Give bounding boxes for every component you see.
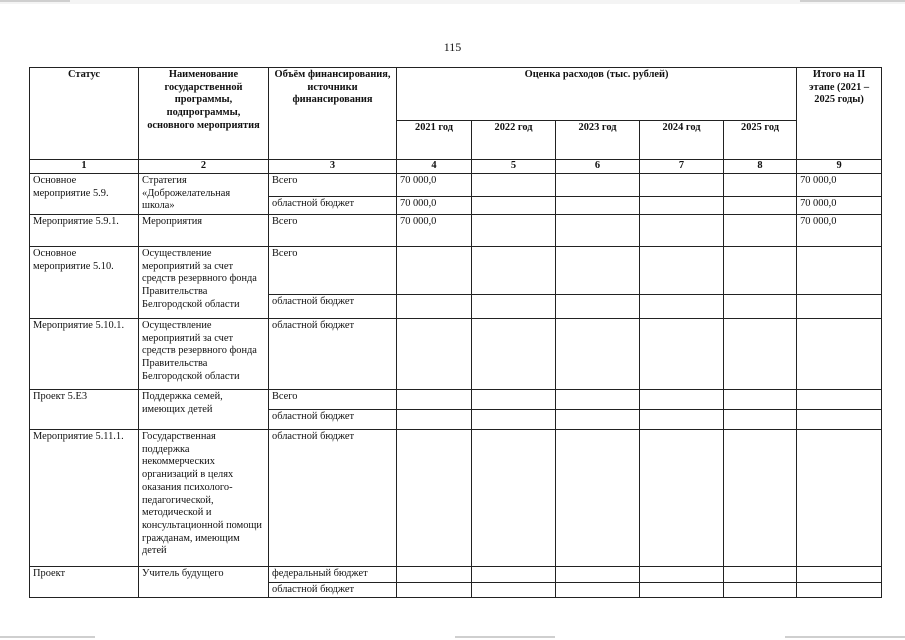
value-2021: [397, 410, 472, 430]
column-number: 7: [640, 160, 724, 174]
name-cell: Мероприятия: [139, 215, 269, 247]
value-2022: [472, 196, 556, 214]
table-row: [30, 567, 882, 583]
value-2025: [724, 319, 797, 390]
value-2022: [472, 390, 556, 410]
header-total: Итого на II этапе (2021 – 2025 годы): [797, 68, 882, 160]
value-total: [797, 295, 882, 319]
value-2022: [472, 410, 556, 430]
table-row: [30, 174, 882, 197]
value-2024: [640, 319, 724, 390]
header-year: 2024 год: [640, 121, 724, 160]
header-year: 2021 год: [397, 121, 472, 160]
header-status: Статус: [30, 68, 139, 160]
table-row: [30, 319, 882, 390]
value-2021: [397, 247, 472, 295]
value-2023: [556, 295, 640, 319]
value-2023: [556, 247, 640, 295]
source-cell: Всего: [269, 390, 397, 410]
name-cell: Учитель будущего: [139, 567, 269, 598]
value-2025: [724, 582, 797, 598]
header-estimate: Оценка расходов (тыс. рублей): [397, 68, 797, 121]
value-2024: [640, 174, 724, 197]
value-2025: [724, 247, 797, 295]
value-2025: [724, 390, 797, 410]
budget-table: [29, 67, 882, 598]
value-2025: [724, 295, 797, 319]
value-2023: [556, 582, 640, 598]
value-2021: 70 000,0: [397, 174, 472, 197]
value-total: 70 000,0: [797, 215, 882, 247]
value-2024: [640, 295, 724, 319]
value-total: [797, 582, 882, 598]
status-cell: Мероприятие 5.11.1.: [30, 430, 139, 567]
header-year: 2022 год: [472, 121, 556, 160]
scan-mark: [0, 0, 70, 2]
name-cell: Осуществление мероприятий за счет средств резервного фонда Правительства Белгородской области: [139, 319, 269, 390]
value-2021: 70 000,0: [397, 196, 472, 214]
name-cell: Стратегия «Доброжелательная школа»: [139, 174, 269, 215]
value-2024: [640, 567, 724, 583]
source-cell: областной бюджет: [269, 582, 397, 598]
column-number: 9: [797, 160, 882, 174]
value-2021: [397, 582, 472, 598]
column-number: 6: [556, 160, 640, 174]
page-number: 115: [443, 40, 462, 54]
source-cell: областной бюджет: [269, 410, 397, 430]
value-2022: [472, 582, 556, 598]
value-2023: [556, 567, 640, 583]
scan-mark: [0, 636, 95, 638]
value-2023: [556, 196, 640, 214]
column-number: 4: [397, 160, 472, 174]
status-cell: Основное мероприятие 5.10.: [30, 247, 139, 319]
column-number: 1: [30, 160, 139, 174]
source-cell: областной бюджет: [269, 196, 397, 214]
value-2023: [556, 410, 640, 430]
value-2021: [397, 567, 472, 583]
value-total: 70 000,0: [797, 196, 882, 214]
value-2021: [397, 295, 472, 319]
value-2021: [397, 390, 472, 410]
value-total: [797, 319, 882, 390]
value-total: [797, 567, 882, 583]
value-2025: [724, 215, 797, 247]
table-row: [30, 215, 882, 247]
source-cell: федеральный бюджет: [269, 567, 397, 583]
header-year: 2025 год: [724, 121, 797, 160]
source-cell: областной бюджет: [269, 319, 397, 390]
status-cell: Проект 5.Е3: [30, 390, 139, 430]
value-total: [797, 390, 882, 410]
value-total: 70 000,0: [797, 174, 882, 197]
value-2024: [640, 215, 724, 247]
name-cell: Поддержка семей, имеющих детей: [139, 390, 269, 430]
source-cell: Всего: [269, 174, 397, 197]
table-row: [30, 430, 882, 567]
value-total: [797, 410, 882, 430]
column-number: 3: [269, 160, 397, 174]
value-2022: [472, 295, 556, 319]
column-number: 2: [139, 160, 269, 174]
value-2022: [472, 215, 556, 247]
value-total: [797, 247, 882, 295]
status-cell: Мероприятие 5.10.1.: [30, 319, 139, 390]
status-cell: Мероприятие 5.9.1.: [30, 215, 139, 247]
value-2023: [556, 390, 640, 410]
value-2023: [556, 174, 640, 197]
value-2021: 70 000,0: [397, 215, 472, 247]
name-cell: Государственная поддержка некоммерческих организаций в целях оказания психолого-педагогической, методической и консультационной помощи гражданам, имеющим детей: [139, 430, 269, 567]
value-2024: [640, 430, 724, 567]
value-total: [797, 430, 882, 567]
value-2025: [724, 410, 797, 430]
scan-edge-top: [0, 0, 905, 4]
source-cell: областной бюджет: [269, 295, 397, 319]
status-cell: Проект: [30, 567, 139, 598]
source-cell: Всего: [269, 215, 397, 247]
header-financing: Объём финансирования, источники финансирования: [269, 68, 397, 160]
status-cell: Основное мероприятие 5.9.: [30, 174, 139, 215]
value-2023: [556, 319, 640, 390]
header-program-name: Наименование государственной программы, подпрограммы, основного мероприятия: [139, 68, 269, 160]
table-row: [30, 247, 882, 295]
name-cell: Осуществление мероприятий за счет средств резервного фонда Правительства Белгородской области: [139, 247, 269, 319]
value-2024: [640, 247, 724, 295]
value-2025: [724, 430, 797, 567]
scan-mark: [785, 636, 905, 638]
scan-mark: [455, 636, 555, 638]
header-year: 2023 год: [556, 121, 640, 160]
value-2024: [640, 410, 724, 430]
scan-mark: [800, 0, 905, 2]
source-cell: Всего: [269, 247, 397, 295]
column-number: 5: [472, 160, 556, 174]
table-row: [30, 390, 882, 410]
value-2022: [472, 174, 556, 197]
value-2025: [724, 196, 797, 214]
value-2021: [397, 430, 472, 567]
column-number: 8: [724, 160, 797, 174]
value-2025: [724, 174, 797, 197]
source-cell: областной бюджет: [269, 430, 397, 567]
value-2024: [640, 196, 724, 214]
value-2025: [724, 567, 797, 583]
value-2022: [472, 567, 556, 583]
value-2022: [472, 319, 556, 390]
value-2021: [397, 319, 472, 390]
value-2023: [556, 430, 640, 567]
value-2023: [556, 215, 640, 247]
value-2024: [640, 582, 724, 598]
value-2024: [640, 390, 724, 410]
value-2022: [472, 430, 556, 567]
value-2022: [472, 247, 556, 295]
